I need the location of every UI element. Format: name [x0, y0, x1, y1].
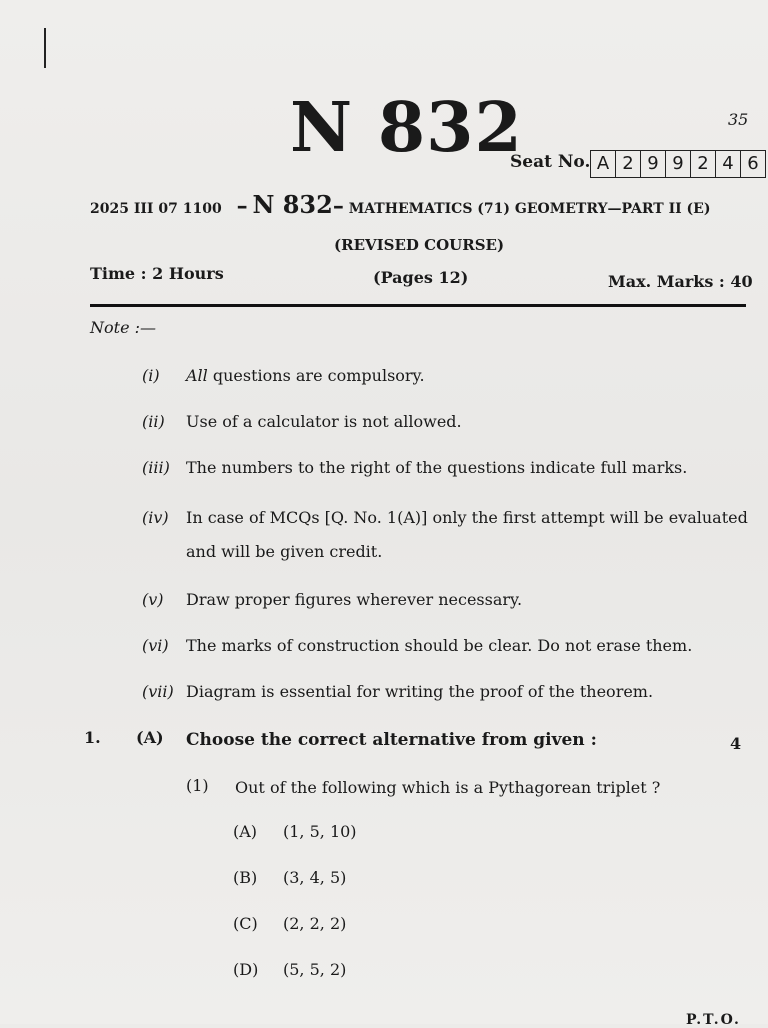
note-item — [142, 636, 692, 655]
note-number: (v) — [142, 590, 164, 609]
page-number: 35 — [728, 110, 749, 129]
note-text: In case of MCQs [Q. No. 1(A)] only the first attempt will be evaluated — [186, 508, 748, 527]
option-a — [233, 822, 357, 841]
exam-date-code: 2025 III 07 1100 — [90, 201, 222, 217]
note-text: The marks of construction should be clear. Do not erase them. — [186, 636, 693, 655]
option-value: (2, 2, 2) — [283, 914, 347, 933]
question-title: Choose the correct alternative from given : — [186, 730, 597, 750]
note-text: The numbers to the right of the questions indicate full marks. — [186, 458, 688, 477]
header-divider — [90, 304, 746, 307]
note-title: Note :— — [90, 318, 157, 337]
note-number: (iv) — [142, 508, 169, 527]
seat-digit: 2 — [691, 151, 716, 177]
option-label: (D) — [233, 960, 259, 979]
time-allowed: Time : 2 Hours — [90, 264, 224, 283]
note-number: (vii) — [142, 682, 174, 701]
note-item — [142, 458, 687, 477]
option-label: (B) — [233, 868, 258, 887]
paper-code: N 832 — [290, 88, 523, 168]
seat-digit: 6 — [747, 153, 759, 174]
sub-question-text: Out of the following which is a Pythagorean triplet ? — [235, 778, 661, 797]
note-number: (i) — [142, 366, 160, 385]
max-marks: Max. Marks : 40 — [608, 272, 753, 291]
note-item — [142, 590, 522, 609]
sub-question-number: (1) — [186, 776, 209, 795]
subject-title: MATHEMATICS (71) GEOMETRY—PART II (E) — [348, 201, 711, 217]
seat-digit: 2 — [616, 151, 641, 177]
revised-course: (REVISED COURSE) — [334, 236, 505, 254]
note-item — [142, 412, 462, 431]
question-marks: 4 — [730, 734, 742, 753]
exam-code-line — [90, 190, 710, 219]
exam-code-mid: N 832 — [252, 190, 333, 219]
note-continuation: and will be given credit. — [186, 542, 383, 561]
corner-mark — [44, 28, 46, 68]
option-label: (A) — [233, 822, 258, 841]
option-value: (5, 5, 2) — [283, 960, 347, 979]
option-value: (1, 5, 10) — [283, 822, 357, 841]
seat-label: Seat No. — [510, 152, 591, 172]
note-item — [142, 682, 653, 701]
option-b — [233, 868, 346, 887]
option-value: (3, 4, 5) — [283, 868, 347, 887]
note-text: Diagram is essential for writing the proof of the theorem. — [186, 682, 654, 701]
dash: – — [236, 193, 248, 219]
page-count: (Pages 12) — [373, 268, 469, 287]
seat-number-boxes — [590, 150, 766, 178]
option-d — [233, 960, 346, 979]
note-text: Draw proper figures wherever necessary. — [186, 590, 523, 609]
question-part: (A) — [136, 728, 164, 747]
note-text: Use of a calculator is not allowed. — [186, 412, 462, 431]
option-c — [233, 914, 346, 933]
note-text: questions are compulsory. — [207, 366, 425, 385]
note-item — [142, 366, 425, 385]
note-number: (ii) — [142, 412, 165, 431]
note-number: (vi) — [142, 636, 169, 655]
seat-digit: 9 — [641, 151, 666, 177]
dash: – — [332, 193, 344, 219]
pto-marker: P.T.O. — [686, 1012, 741, 1028]
note-number: (iii) — [142, 458, 170, 477]
note-emphasis: All — [186, 366, 208, 385]
option-label: (C) — [233, 914, 258, 933]
question-number: 1. — [84, 728, 101, 747]
seat-digit: 4 — [716, 151, 741, 177]
seat-digit: A — [591, 151, 616, 177]
seat-digit: 9 — [666, 151, 691, 177]
note-item — [142, 508, 748, 527]
